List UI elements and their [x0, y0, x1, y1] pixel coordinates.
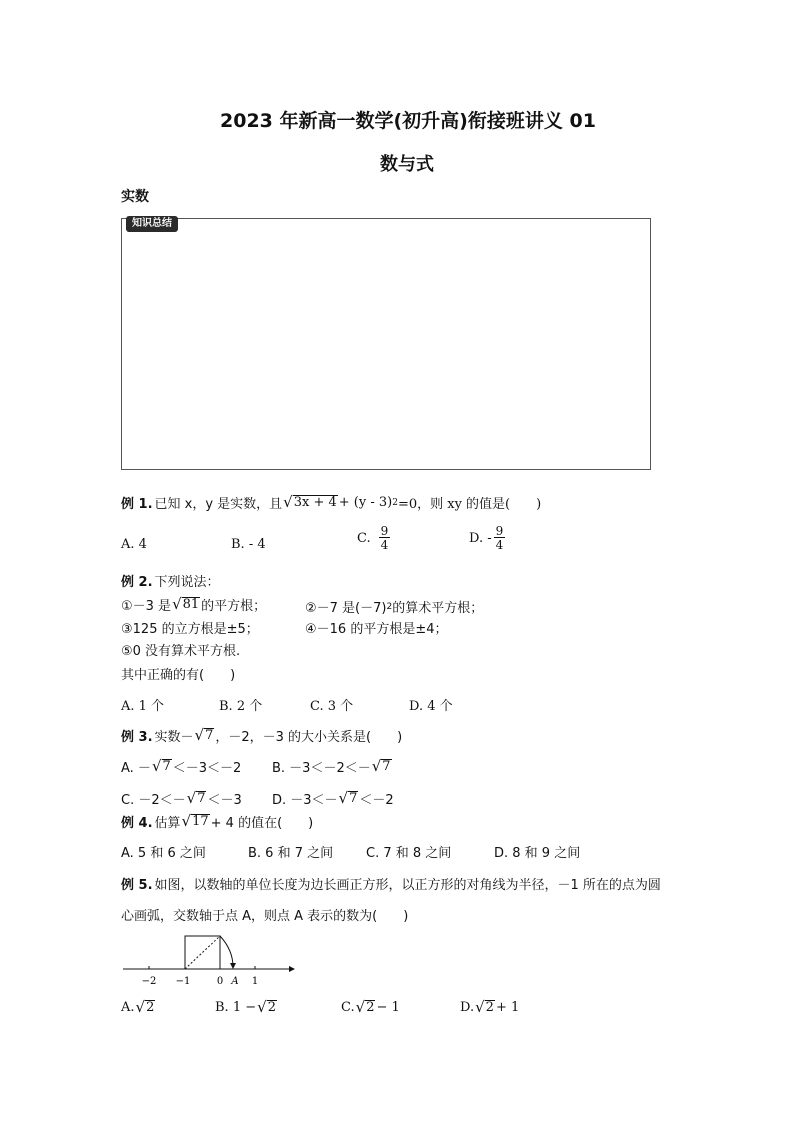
example-3-option-a-part1: A. － — [121, 761, 151, 776]
fraction-numerator: 9 — [495, 524, 504, 538]
example-3-option-a — [121, 757, 241, 776]
example-1-text-a: 已知 x，y 是实数，且 — [154, 497, 283, 512]
example-4-radicand: 17 — [192, 813, 209, 829]
example-4-option-c: C. 7 和 8 之间 — [366, 846, 452, 861]
sqrt-symbol: √ 2 — [257, 998, 276, 1017]
example-5-option-b-prefix: B. 1 − — [215, 1000, 257, 1016]
fraction-numerator: 9 — [380, 524, 389, 538]
statement-1-text-b: 的平方根； — [201, 599, 267, 614]
example-2-prompt: 其中正确的有( ) — [121, 668, 236, 683]
section-heading: 实数 — [121, 189, 149, 205]
sqrt-symbol: √ 7 — [151, 757, 171, 776]
fraction-denominator: 4 — [380, 538, 389, 552]
example-4-question — [121, 812, 313, 831]
sqrt-symbol: √ 3x + 4 — [283, 493, 337, 512]
statement-1-radicand: 81 — [182, 596, 200, 612]
example-2-statement-3: ③125 的立方根是±5； — [121, 622, 259, 637]
example-5-option-c-prefix: C. — [341, 1000, 355, 1016]
example-3-radicand: 7 — [382, 758, 391, 774]
example-5-option-d-suffix: + 1 — [495, 1000, 520, 1016]
example-3-radicand: 7 — [162, 758, 171, 774]
sqrt-symbol: √ 7 — [186, 789, 206, 808]
sqrt-symbol: √ 2 — [135, 998, 155, 1017]
square-diagonal — [185, 936, 220, 969]
example-5-radicand: 2 — [146, 1000, 155, 1015]
example-2-question — [121, 571, 220, 590]
example-3-option-b-part1: B. －3＜－2＜－ — [272, 761, 371, 776]
example-4-option-b: B. 6 和 7 之间 — [248, 846, 334, 861]
statement-2-text-a: ②－7 是(－7) — [305, 601, 387, 616]
example-2-label: 例 2. — [121, 575, 153, 590]
sqrt-symbol: √ 7 — [371, 757, 391, 776]
example-5-option-a — [121, 1000, 156, 1015]
example-1-question: 例 1. 已知 x，y 是实数，且 √ 3x + 4 + (y - 3) 2 =0，则 xy 的值是( ) — [121, 493, 542, 512]
example-1-text-c: =0，则 xy 的值是( ) — [397, 497, 542, 512]
fraction-denominator: 4 — [495, 538, 504, 552]
axis-label-zero: 0 — [216, 976, 224, 987]
example-5-radicand: 2 — [267, 1000, 276, 1015]
example-3-option-a-part2: ＜－3＜－2 — [172, 761, 242, 776]
example-2-option-b: B. 2 个 — [219, 699, 263, 714]
example-1-option-a: A. 4 — [121, 537, 147, 552]
example-5-option-d-prefix: D. — [460, 1000, 475, 1016]
example-2-text: 下列说法： — [154, 575, 220, 590]
example-2-statement-5: ⑤0 没有算术平方根. — [121, 644, 241, 659]
example-4-text-a: 估算 — [154, 816, 181, 831]
axis-label-neg1: −1 — [175, 976, 191, 987]
example-5-label: 例 5. — [121, 878, 153, 893]
example-2-statement-2: ②－7 是(－7) 2 的算术平方根； — [305, 597, 483, 616]
axis-label-point-a: A — [231, 976, 239, 987]
example-1-option-c — [357, 525, 392, 551]
example-1-label: 例 1. — [121, 497, 153, 512]
example-5-line-2: 心画弧，交数轴于点 A，则点 A 表示的数为( ) — [121, 909, 409, 924]
example-1-option-d-prefix: D. - — [469, 530, 492, 546]
example-5-radicand: 2 — [366, 1000, 375, 1015]
sqrt-symbol: √ 17 — [181, 812, 209, 831]
sqrt-symbol: √ 7 — [338, 789, 358, 808]
arc-arrowhead — [230, 963, 236, 969]
statement-1-text-a: ①－3 是 — [121, 599, 172, 614]
example-3-option-c — [121, 789, 242, 808]
example-1-option-c-prefix: C. — [357, 530, 371, 546]
example-4-option-d: D. 8 和 9 之间 — [494, 846, 581, 861]
fraction — [379, 525, 391, 551]
page-title: 2023 年新高一数学(初升高)衔接班讲义 01 — [220, 110, 596, 132]
axis-label-neg2: −2 — [141, 976, 157, 987]
example-3-radicand: 7 — [349, 790, 358, 806]
example-3-option-c-part1: C. －2＜－ — [121, 793, 186, 808]
knowledge-summary-badge: 知识总结 — [126, 216, 178, 232]
example-2-option-d: D. 4 个 — [409, 699, 453, 714]
axis-arrowhead — [289, 966, 295, 972]
example-4-option-a: A. 5 和 6 之间 — [121, 846, 206, 861]
example-4-label: 例 4. — [121, 816, 153, 831]
example-3-radicand: 7 — [205, 727, 214, 743]
example-1-radicand: 3x + 4 — [293, 494, 337, 510]
example-3-question — [121, 726, 402, 745]
example-3-option-c-part2: ＜－3 — [207, 793, 242, 808]
example-3-text-b: ，－2，－3 的大小关系是( ) — [215, 730, 403, 745]
example-1-text-b: + (y - 3) — [338, 495, 393, 510]
example-5-option-d — [460, 1000, 519, 1015]
example-2-statement-4: ④－16 的平方根是±4； — [305, 622, 448, 637]
example-1-option-d — [469, 525, 507, 551]
example-1-option-b: B. - 4 — [231, 537, 266, 552]
sqrt-symbol: √ 2 — [355, 998, 375, 1017]
example-5-line-1: 如图，以数轴的单位长度为边长画正方形，以正方形的对角线为半径，－1 所在的点为圆 — [154, 878, 661, 893]
arc — [220, 936, 233, 967]
page-subtitle: 数与式 — [380, 154, 434, 175]
sqrt-symbol: √ 7 — [194, 726, 214, 745]
example-3-option-d — [272, 789, 394, 808]
example-3-radicand: 7 — [197, 790, 206, 806]
example-5-option-a-prefix: A. — [121, 1000, 135, 1016]
example-5-radicand: 2 — [485, 1000, 494, 1015]
example-3-option-b — [272, 757, 393, 776]
example-2-option-c: C. 3 个 — [310, 699, 354, 714]
sqrt-symbol: √ 2 — [475, 998, 494, 1017]
example-5-option-c-suffix: − 1 — [376, 1000, 400, 1016]
example-5-option-b — [215, 1000, 278, 1015]
axis-label-one: 1 — [251, 976, 259, 987]
example-5-question-line-1 — [121, 874, 661, 893]
example-2-option-a: A. 1 个 — [121, 699, 165, 714]
example-3-option-d-part2: ＜－2 — [359, 793, 394, 808]
example-5-option-c — [341, 1000, 400, 1015]
example-3-label: 例 3. — [121, 730, 153, 745]
example-4-text-b: + 4 的值在( ) — [210, 816, 314, 831]
statement-2-text-b: 的算术平方根； — [392, 601, 484, 616]
fraction — [494, 525, 506, 551]
knowledge-summary-box — [121, 218, 651, 470]
example-3-option-d-part1: D. －3＜－ — [272, 793, 338, 808]
example-3-text-a: 实数－ — [154, 730, 194, 745]
number-line-figure — [121, 932, 301, 990]
sqrt-symbol: √ 81 — [172, 595, 200, 614]
example-2-statement-1 — [121, 595, 266, 614]
